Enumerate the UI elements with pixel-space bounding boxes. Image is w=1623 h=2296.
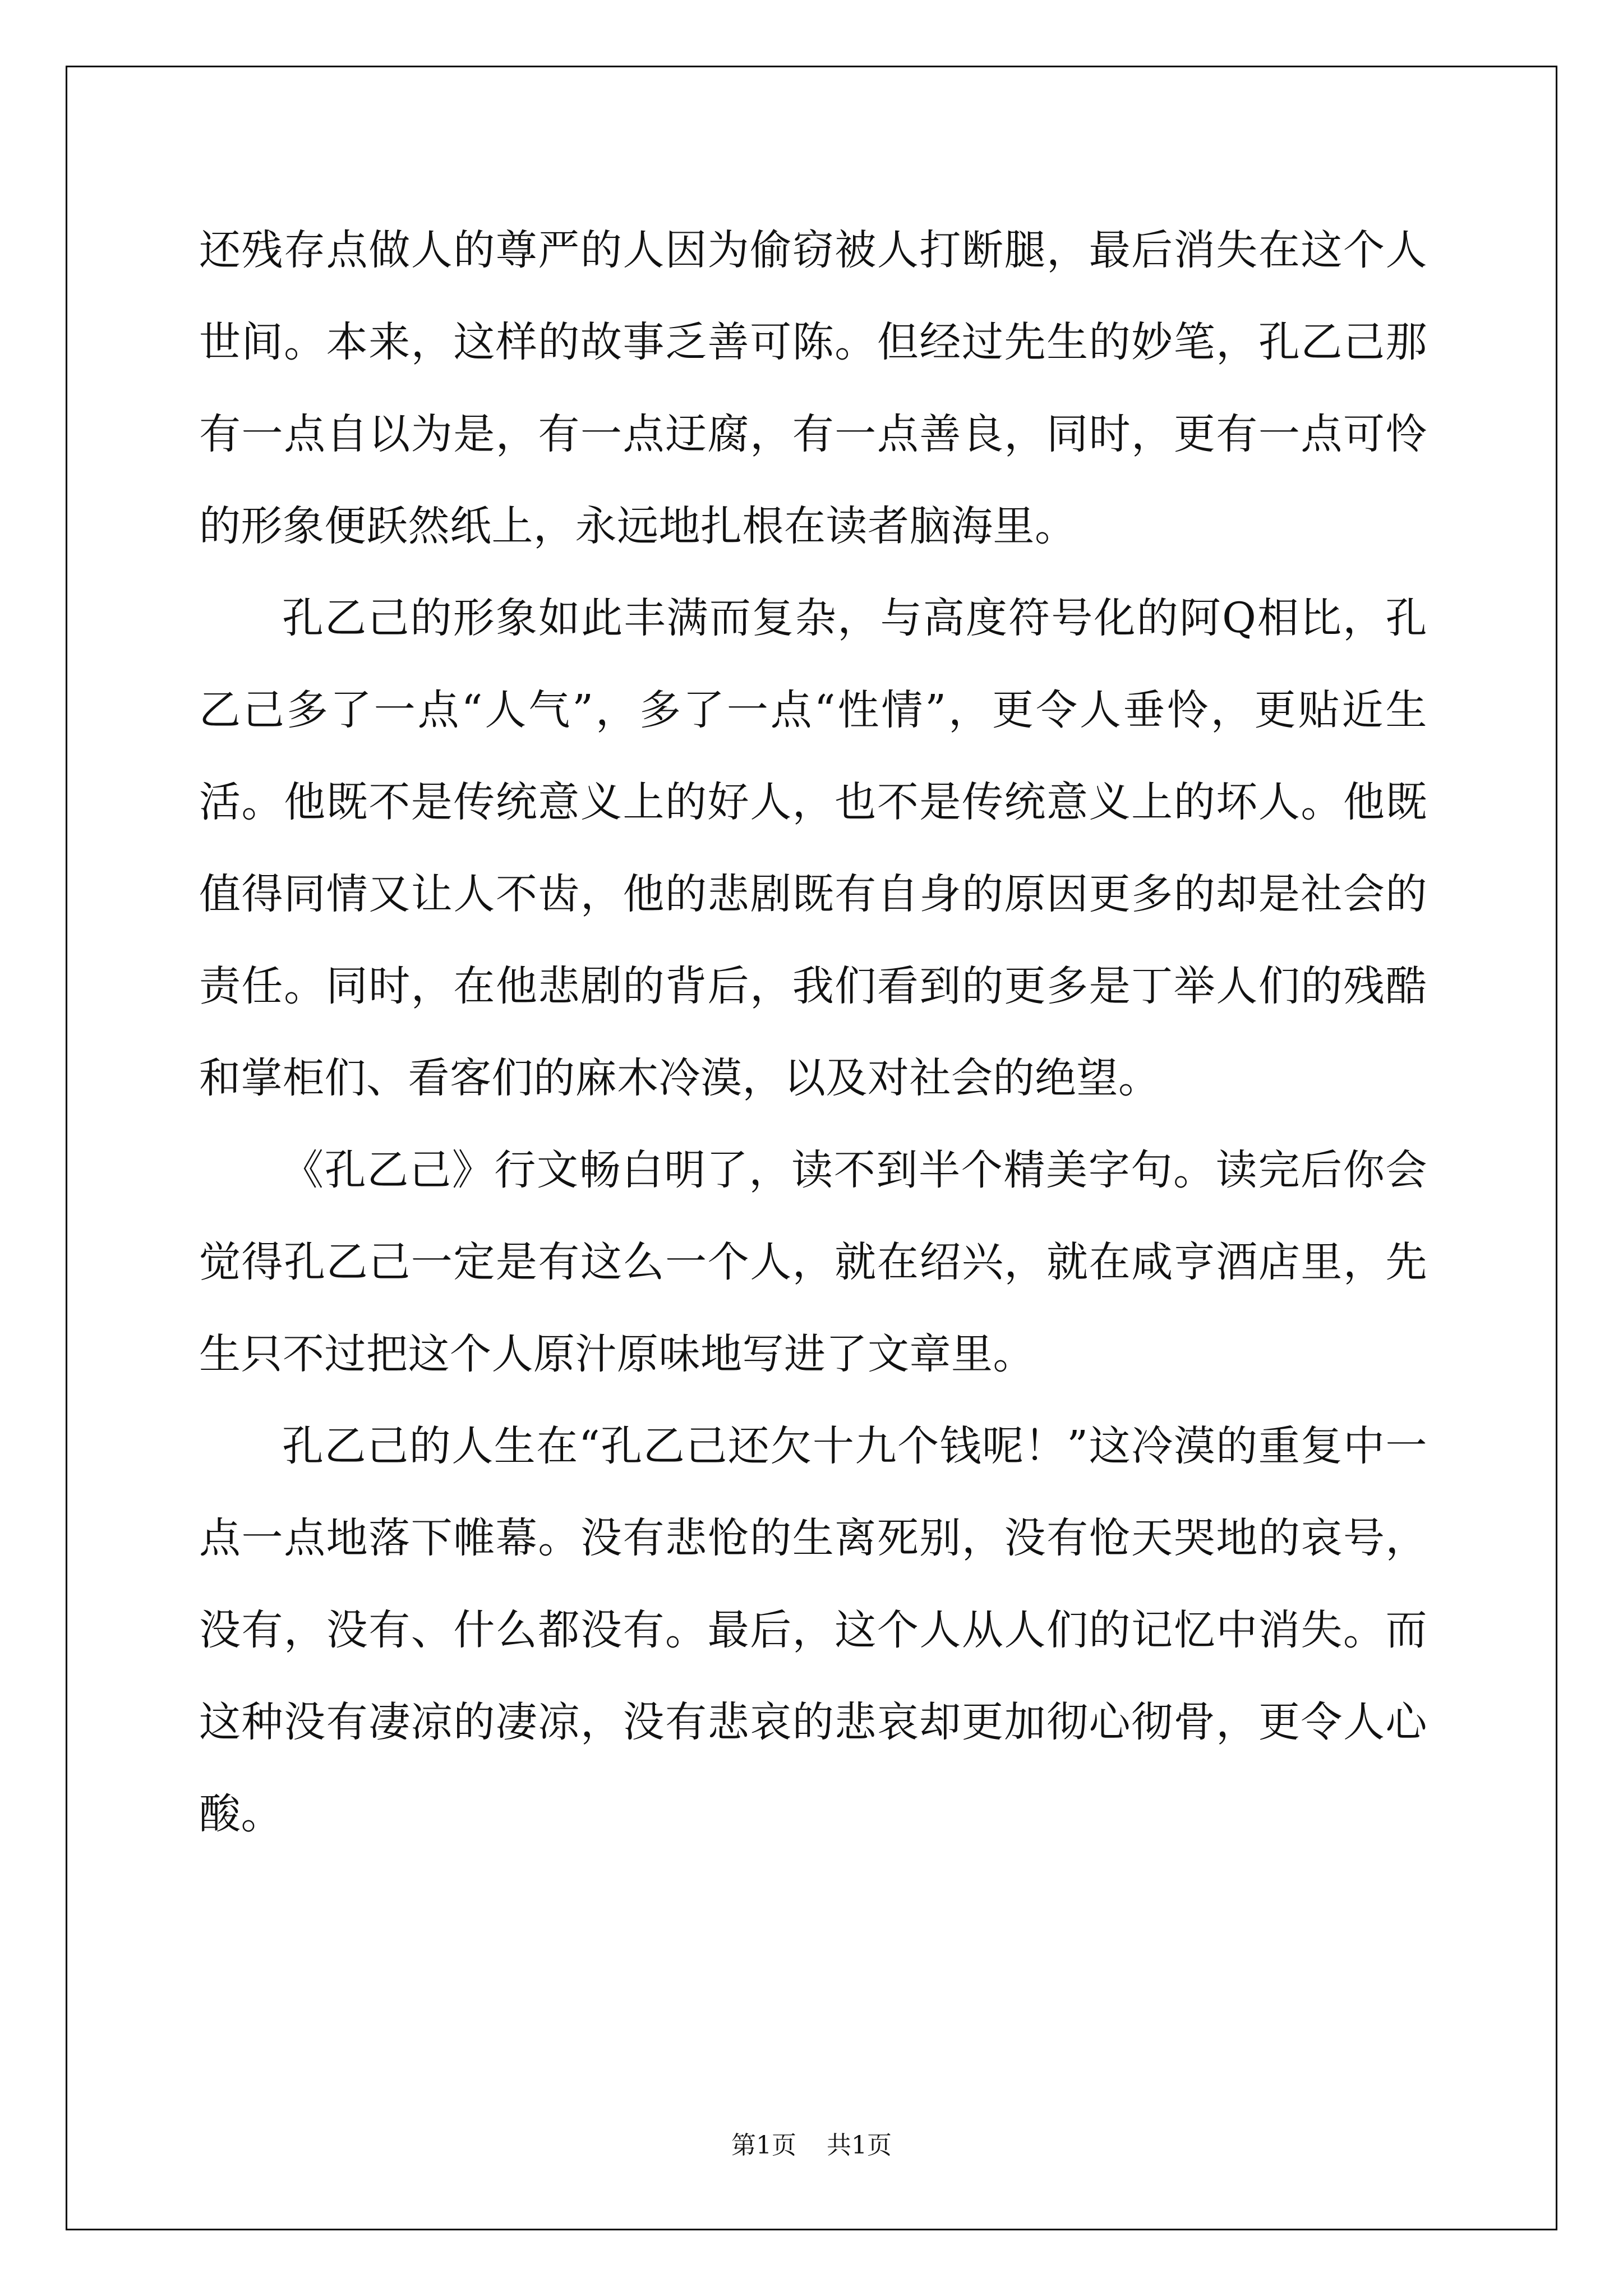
document-body bbox=[199, 204, 1427, 1860]
page-footer bbox=[0, 2129, 1623, 2162]
page-number-total: 共1页 bbox=[827, 2131, 892, 2160]
paragraph-4: 孔乙己的人生在“孔乙己还欠十九个钱呢！”这冷漠的重复中一点一点地落下帷幕。没有悲怆的生离死别，没有怆天哭地的哀号，没有，没有、什么都没有。最后，这个人从人们的记忆中消失。而这种没有凄凉的凄凉，没有悲哀的悲哀却更加彻心彻骨，更令人心酸。 bbox=[199, 1422, 1427, 1838]
page-number-current: 第1页 bbox=[731, 2131, 796, 2160]
paragraph-1: 还残存点做人的尊严的人因为偷窃被人打断腿，最后消失在这个人世间。本来，这样的故事乏善可陈。但经过先生的妙笔，孔乙己那有一点自以为是，有一点迂腐，有一点善良，同时，更有一点可怜的形象便跃然纸上，永远地扎根在读者脑海里。 bbox=[199, 226, 1427, 550]
paragraph-2: 孔乙己的形象如此丰满而复杂，与高度符号化的阿Q相比，孔乙己多了一点“人气”，多了一点“性情”，更令人垂怜，更贴近生活。他既不是传统意义上的好人，也不是传统意义上的坏人。他既值得同情又让人不齿，他的悲剧既有自身的原因更多的却是社会的责任。同时，在他悲剧的背后，我们看到的更多是丁举人们的残酷和掌柜们、看客们的麻木冷漠，以及对社会的绝望。 bbox=[199, 594, 1427, 1102]
paragraph-3: 《孔乙己》行文畅白明了，读不到半个精美字句。读完后你会觉得孔乙己一定是有这么一个人，就在绍兴，就在咸亨酒店里，先生只不过把这个人原汁原味地写进了文章里。 bbox=[199, 1146, 1427, 1378]
